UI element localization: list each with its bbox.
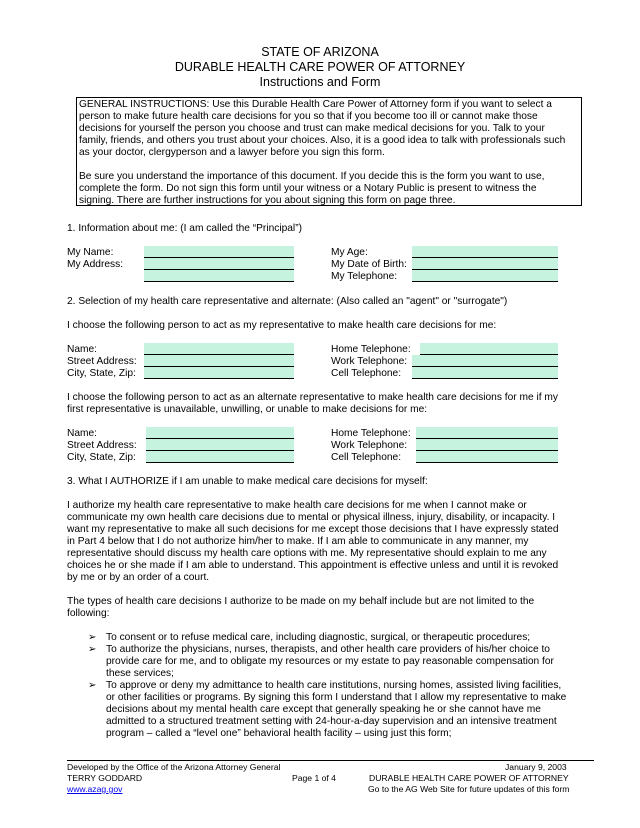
footer-divider xyxy=(67,760,594,761)
alt-street-field[interactable] xyxy=(146,439,294,451)
rep-home-phone-label: Home Telephone: xyxy=(331,344,411,355)
alt-city-field[interactable] xyxy=(146,451,294,463)
rep-home-phone-field[interactable] xyxy=(420,343,558,355)
text-line: or other facilities or programs. By signing this form I understand that I allow my representative to make xyxy=(106,692,567,703)
text-line: To approve or deny my admittance to health care institutions, nursing homes, assisted living facilities, xyxy=(106,680,562,691)
text-line: following: xyxy=(67,608,110,619)
bullet-arrow-icon: ➢ xyxy=(88,644,97,655)
my-age-field[interactable] xyxy=(412,246,558,258)
footer-updates-note: Go to the AG Web Site for future updates of this form xyxy=(368,784,570,794)
text-line: representative should discuss my health care options with me. My representative should explain to me any xyxy=(67,548,547,559)
my-name-field[interactable] xyxy=(144,246,294,258)
representative-intro: I choose the following person to act as my representative to make health care decisions for me: xyxy=(67,320,497,331)
text-line: choices he or she made if I am able to understand. This appointment is effective unless and until it is revoked xyxy=(67,560,559,571)
my-address-label: My Address: xyxy=(67,259,124,270)
rep-name-field[interactable] xyxy=(144,343,294,355)
footer-website-link[interactable]: www.azag.gov xyxy=(67,784,123,794)
alt-cell-phone-label: Cell Telephone: xyxy=(331,452,402,463)
bullet-arrow-icon: ➢ xyxy=(88,632,97,643)
text-line: The types of health care decisions I authorize to be made on my behalf include but are not limited to the xyxy=(67,596,535,607)
text-line: want my representative to make all such decisions for me except those decisions that I have expressly stated xyxy=(67,524,559,535)
my-telephone-label: My Telephone: xyxy=(331,271,398,282)
rep-cell-phone-field[interactable] xyxy=(412,367,558,379)
instructions-line: GENERAL INSTRUCTIONS: Use this Durable Health Care Power of Attorney form if you want to select a xyxy=(79,99,552,110)
text-line: To authorize the physicians, nurses, therapists, and other health care providers of his/her choice to xyxy=(106,644,550,655)
alt-cell-phone-field[interactable] xyxy=(416,451,558,463)
section1-heading: 1. Information about me: (I am called the “Principal”) xyxy=(67,223,302,234)
section3-heading: 3. What I AUTHORIZE if I am unable to make medical care decisions for myself: xyxy=(67,476,428,487)
rep-work-phone-label: Work Telephone: xyxy=(331,356,408,367)
title-subtitle: Instructions and Form xyxy=(259,75,381,89)
footer-developed-by: Developed by the Office of the Arizona Attorney General xyxy=(67,762,281,772)
rep-name-label: Name: xyxy=(67,344,98,355)
instructions-line: person to make future health care decisions for you so that if you become too ill or cannot make those xyxy=(79,111,538,122)
alt-street-label: Street Address: xyxy=(67,440,137,451)
text-line: these services; xyxy=(106,668,174,679)
alt-work-phone-label: Work Telephone: xyxy=(331,440,408,451)
my-name-label: My Name: xyxy=(67,247,114,258)
text-line: provide care for me, and to obligate my resources or my estate to pay reasonable compensation for xyxy=(106,656,554,667)
footer-document-title: DURABLE HEALTH CARE POWER OF ATTORNEY xyxy=(369,773,569,783)
bullet-item xyxy=(106,632,580,644)
footer-attorney-general: TERRY GODDARD xyxy=(67,773,143,783)
bullet-item xyxy=(106,680,580,740)
footer-page-number: Page 1 of 4 xyxy=(292,773,336,783)
alternate-intro-line2: first representative is unavailable, unwilling, or unable to make decisions for me: xyxy=(67,404,428,415)
decision-types-paragraph xyxy=(67,596,579,620)
rep-city-field[interactable] xyxy=(144,367,294,379)
footer-date: January 9, 2003 xyxy=(505,762,567,772)
text-line: To consent or to refuse medical care, including diagnostic, surgical, or therapeutic procedures; xyxy=(106,632,531,643)
instructions-line: decisions for yourself the person you choose and trust can make medical decisions for you. Talk to your xyxy=(79,123,545,134)
title-document: DURABLE HEALTH CARE POWER OF ATTORNEY xyxy=(174,60,466,74)
text-line: decisions about my mental health care except that generally speaking he or she cannot have me xyxy=(106,704,541,715)
my-age-label: My Age: xyxy=(331,247,368,258)
my-address-field-1[interactable] xyxy=(144,258,294,270)
alt-home-phone-field[interactable] xyxy=(416,427,558,439)
text-line: in Part 4 below that I do not authorize him/her to make. If I am able to communicate in any manner, my xyxy=(67,536,529,547)
my-telephone-field[interactable] xyxy=(412,270,558,282)
alt-city-label: City, State, Zip: xyxy=(67,452,136,463)
alt-work-phone-field[interactable] xyxy=(416,439,558,451)
general-instructions-box xyxy=(76,97,582,206)
text-line: program – called a “level one” behavioral health facility – using just this form; xyxy=(106,728,452,739)
my-address-field-2[interactable] xyxy=(144,270,294,282)
rep-street-field[interactable] xyxy=(144,355,294,367)
text-line: I authorize my health care representative to make health care decisions for me when I cannot make or xyxy=(67,500,527,511)
rep-cell-phone-label: Cell Telephone: xyxy=(331,368,402,379)
instructions-line: family, friends, and others you trust about your choices. Also, it is a good idea to talk with professionals such xyxy=(79,135,566,146)
rep-city-label: City, State, Zip: xyxy=(67,368,136,379)
bullet-item xyxy=(106,644,580,680)
alternate-intro-line1: I choose the following person to act as an alternate representative to make health care decisions for me if my xyxy=(67,392,558,403)
alt-home-phone-label: Home Telephone: xyxy=(331,428,411,439)
text-line: communicate my own health care decisions due to mental or physical illness, injury, disability, or incapacity. I xyxy=(67,512,556,523)
instructions-line: as your doctor, clergyperson and a lawyer before you sign this form. xyxy=(79,147,385,158)
authorize-paragraph xyxy=(67,500,579,584)
rep-street-label: Street Address: xyxy=(67,356,137,367)
my-dob-label: My Date of Birth: xyxy=(331,259,407,270)
alt-name-field[interactable] xyxy=(146,427,294,439)
instructions-line: complete the form. Do not sign this form until your witness or a Notary Public is present to witness the xyxy=(79,183,537,194)
instructions-line: Be sure you understand the importance of this document. If you decide this is the form you want to use, xyxy=(79,171,545,182)
instructions-line: signing. There are further instructions for you about signing this form on page three. xyxy=(79,195,456,206)
section2-heading: 2. Selection of my health care representative and alternate: (Also called an "agent" or "surrogate") xyxy=(67,296,508,307)
my-dob-field[interactable] xyxy=(412,258,558,270)
text-line: admitted to a structured treatment setting with 24-hour-a-day supervision and an intensive treatment xyxy=(106,716,557,727)
bullet-arrow-icon: ➢ xyxy=(88,680,97,691)
title-state: STATE OF ARIZONA xyxy=(261,45,379,59)
alt-name-label: Name: xyxy=(67,428,98,439)
text-line: by me or by an order of a court. xyxy=(67,572,210,583)
rep-work-phone-field[interactable] xyxy=(412,355,558,367)
